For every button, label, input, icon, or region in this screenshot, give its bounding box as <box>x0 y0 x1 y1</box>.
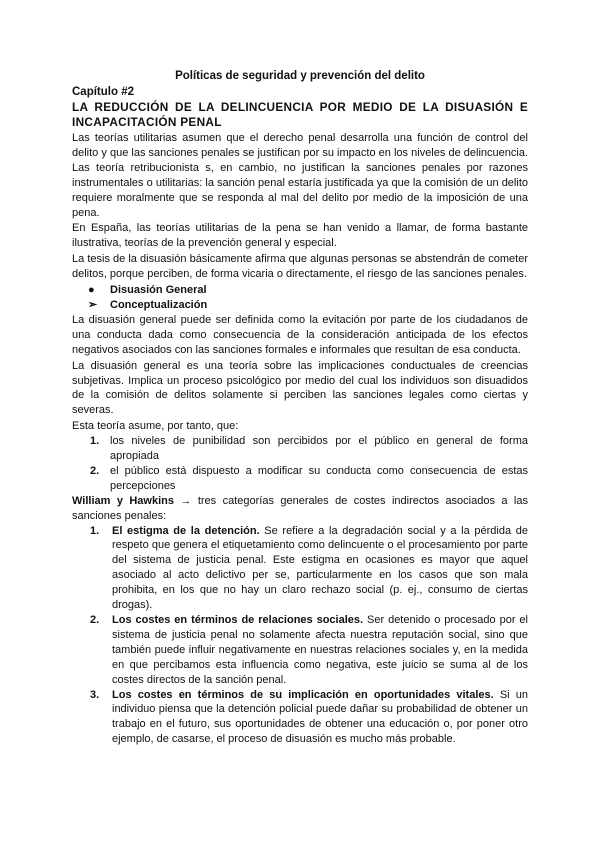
document-title: Políticas de seguridad y prevención del delito <box>175 70 425 82</box>
assumptions-list <box>72 434 528 494</box>
list-text: los niveles de punibilidad son percibidos por el público en general de forma apropiada <box>110 435 528 463</box>
list-number: 3. <box>90 688 100 701</box>
list-number: 2. <box>90 464 100 477</box>
item-title: Los costes en términos de relaciones sociales. <box>112 614 364 626</box>
list-number: 2. <box>90 614 100 626</box>
chapter-label: Capítulo #2 <box>72 86 134 98</box>
authors-text: → tres categorías generales de costes indirectos asociados a las sanciones penales: <box>72 494 528 522</box>
list-text <box>112 524 528 613</box>
paragraph-william-hawkins <box>72 494 528 524</box>
paragraph-definition: La disuasión general puede ser definida como la evitación por parte de los ciudadanos de una conducta dada como consecuencia de la consideración anticipada de los efectos negativos asociados con las sanciones formales e informales que resultan de esa conducta. <box>72 313 528 356</box>
paragraph-deterrence-thesis: La tesis de la disuasión básicamente afirma que algunas personas se abstendrán de cometer delitos, porque perciben, de forma vicaria o directamente, el riesgo de las sanciones penales. <box>72 253 528 281</box>
paragraph-utilitarian-theories: Las teorías utilitarias asumen que el derecho penal desarrolla una función de control del delito y que las sanciones penales se justifican por su impacto en los niveles de delincuencia. Las teoría retribucionista s, en cambio, no justifican la sanciones penales por razones instrumentales o utilitarias: la sanción penal estaría justificada ya que la comisión de un delito requiere moralmente que se responda al mal del delito por medio de la imposición de una pena. <box>72 132 528 219</box>
costs-list <box>72 524 528 748</box>
list-item <box>72 464 528 494</box>
document-page <box>72 70 528 747</box>
section-heading: LA REDUCCIÓN DE LA DELINCUENCIA POR MEDIO DE LA DISUASIÓN E INCAPACITACIÓN PENAL <box>72 100 528 129</box>
item-body: Se refiere a la degradación social y a la pérdida de respeto que genera el etiquetamiento como delincuente o el procesamiento por parte del sistema de justicia penal. Este estigma en ocasiones es mayor que aquel asociado al acto delictivo per se, particularmente en los casos que son mala prohibita, en los que no hay un claro rechazo social (p. ej., consumo de ciertas drogas). <box>112 524 528 612</box>
list-item <box>72 524 528 613</box>
item-title: Los costes en términos de su implicación en oportunidades vitales. <box>112 688 494 701</box>
bullet-dot-icon: ● <box>88 284 95 297</box>
bullet-conceptualization <box>72 298 528 313</box>
paragraph-theory: La disuasión general es una teoría sobre las implicaciones conductuales de creencias subjetivas. Implica un proceso psicológico por medio del cual los individuos son disuadidos de la comisión de delitos solamente si perciben las sanciones legales como ciertas y severas. <box>72 359 528 417</box>
list-text <box>112 688 528 748</box>
bullet-general-deterrence <box>72 283 528 298</box>
list-number: 1. <box>90 524 100 537</box>
list-item <box>72 434 528 464</box>
list-text <box>112 613 528 688</box>
arrow-bullet-icon: ➢ <box>88 298 98 311</box>
bullet-label: Conceptualización <box>110 298 208 311</box>
bullet-label: Disuasión General <box>110 284 207 297</box>
item-body: Ser detenido o procesado por el sistema de justicia penal no solamente afecta nuestra reputación social, sino que también puede influir negativamente en nuestras relaciones sociales y, en la medida en que percibamos esta influencia como negativa, este juicio se suma al de los costes directos de la sanción penal. <box>112 614 528 686</box>
paragraph-assumes: Esta teoría asume, por tanto, que: <box>72 420 239 433</box>
paragraph-spain: En España, las teorías utilitarias de la pena se han venido a llamar, de forma bastante ilustrativa, teorías de la prevención general y especial. <box>72 222 528 250</box>
item-title: El estigma de la detención. <box>112 524 260 537</box>
list-item <box>72 688 528 748</box>
authors-label: William y Hawkins <box>72 494 174 507</box>
list-number: 1. <box>90 435 100 448</box>
list-text: el público está dispuesto a modificar su conducta como consecuencia de estas percepciones <box>110 464 528 492</box>
list-item <box>72 613 528 688</box>
item-body: Si un individuo piensa que la detención policial puede dañar su probabilidad de obtener un trabajo en el futuro, sus oportunidades de obtener una educación o, por poner otro ejemplo, de casarse, el proceso de disuasión es mucho más probable. <box>112 688 528 746</box>
